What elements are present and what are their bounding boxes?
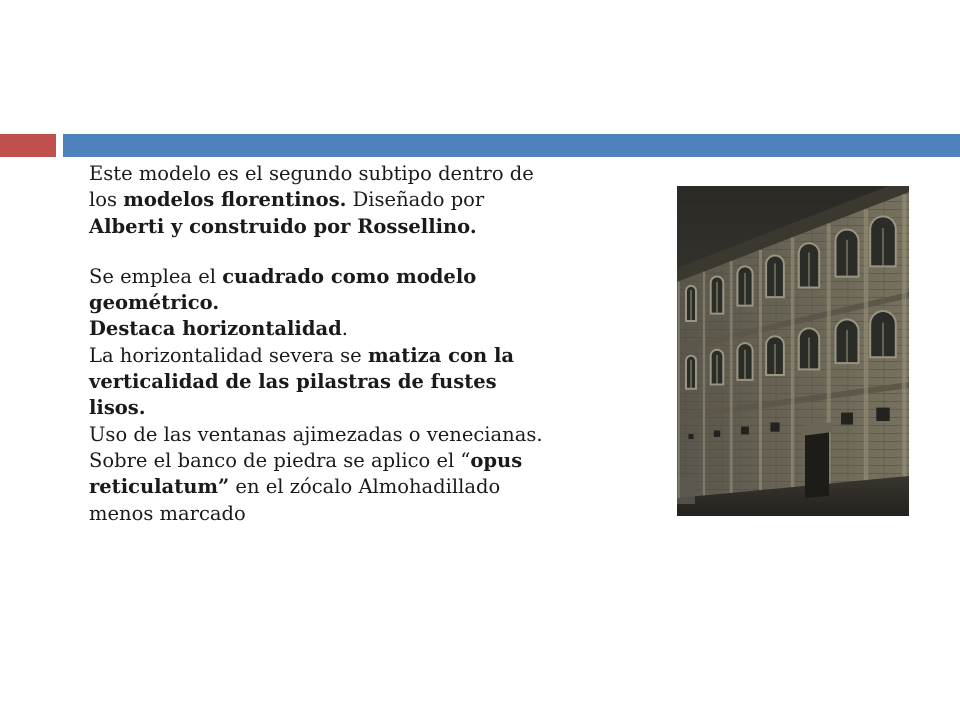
ground-window [770,422,779,431]
body-text [89,161,559,527]
text-run-bold: cuadrado como modelo geométrico. [89,264,477,315]
pilaster [730,261,733,493]
text-run-bold: opus reticulatum” [89,448,523,499]
paragraph-windows [89,422,559,448]
paragraph-intro [89,161,559,240]
text-run-bold: Alberti y construido por Rossellino. [89,214,477,238]
text-run: Se emplea el [89,264,223,288]
text-run: en el zócalo Almohadillado menos marcado [89,475,501,525]
paragraph-opus [89,448,559,527]
pilaster [864,209,868,480]
text-run: La horizontalidad severa se [89,343,368,367]
text-run-bold: matiza con la verticalidad de las pilastras de fustes lisos. [89,343,515,420]
accent-bar [0,134,56,157]
pilaster [791,237,795,487]
paragraph-horizontality [89,316,559,342]
ground-window [741,427,749,435]
portal-door [805,429,829,498]
ground-window [689,434,694,439]
text-run: Uso de las ventanas ajimezadas o venecianas. [89,422,543,446]
pilaster [902,194,907,476]
text-run-bold: Destaca horizontalidad [89,317,342,341]
ground-window [714,430,720,436]
palazzo-photo [677,186,909,516]
text-run: . [341,317,348,341]
text-run: Diseñado por [346,188,485,212]
text-run: Este modelo es el segundo subtipo dentro de los [89,162,534,212]
ground-window [876,408,889,421]
text-run: Sobre el banco de piedra se aplico el “ [89,448,471,472]
title-bar [63,134,960,157]
pilaster [703,272,705,496]
paragraph-pilasters [89,343,559,422]
text-run-bold: modelos florentinos. [123,188,347,212]
ground-window [841,413,853,425]
pilaster [678,281,680,498]
paragraph-geometry [89,264,559,317]
pilaster [759,250,762,490]
